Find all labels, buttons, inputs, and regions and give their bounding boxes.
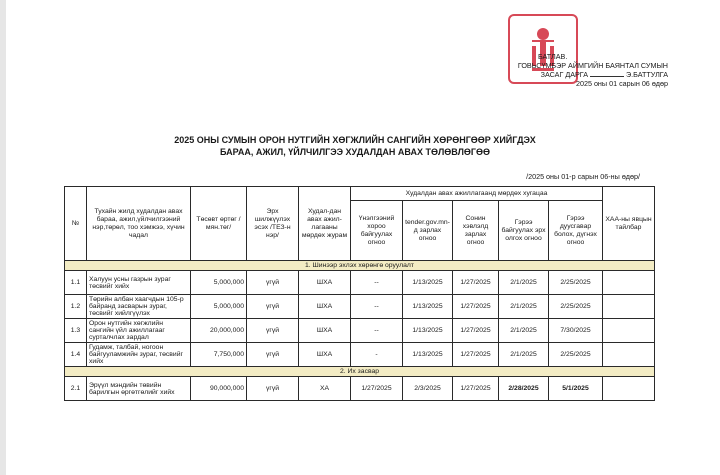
cell-tender-date: 1/13/2025	[403, 319, 453, 343]
header-tender-date: tender.gov.mn-д зарлах огноо	[403, 201, 453, 261]
approval-date-mid: сарын	[619, 79, 640, 88]
table-row	[65, 295, 655, 319]
header-award-date: Гэрээ байгуулах эрх олгох огноо	[499, 201, 549, 261]
cell-contract-end-date: 7/30/2025	[549, 319, 603, 343]
cell-desc: Гудамж, талбай, ногоон байгууламжийн зураг, төсвийг хийх	[87, 343, 191, 367]
procurement-plan-table	[64, 186, 655, 401]
cell-committee-date: --	[351, 295, 403, 319]
cell-award-date: 2/1/2025	[499, 343, 549, 367]
header-desc: Тухайн жилд худалдан авах бараа, ажил,үйлчилгээний нэр,төрөл, тоо хэмжээ, хүчин чадал	[87, 187, 191, 261]
approval-date-day: 06	[641, 79, 650, 88]
document-title	[120, 134, 590, 158]
approval-signer-name: Э.БАТТУЛГА	[626, 70, 668, 79]
header-notes: ХАА-ны явцын тайлбар	[603, 187, 655, 261]
cell-committee-date: --	[351, 271, 403, 295]
cell-rights: үгүй	[247, 319, 299, 343]
cell-rights: үгүй	[247, 271, 299, 295]
cell-committee-date: --	[351, 319, 403, 343]
approval-date-prefix: 2025 оны	[575, 79, 608, 88]
section-title: 1. Шинээр эхлэх хөрөнгө оруулалт	[65, 261, 655, 271]
cell-method: ШХА	[299, 271, 351, 295]
table-row	[65, 271, 655, 295]
approval-position: ЗАСАГ ДАРГА	[540, 70, 589, 79]
section-row	[65, 261, 655, 271]
table-row	[65, 343, 655, 367]
cell-contract-end-date: 5/1/2025	[549, 377, 603, 401]
cell-award-date: 2/28/2025	[499, 377, 549, 401]
section-title: 2. Их засвар	[65, 367, 655, 377]
cell-cost: 90,000,000	[191, 377, 247, 401]
cell-newspaper-date: 1/27/2025	[453, 377, 499, 401]
scan-binding-edge	[0, 0, 6, 475]
header-contract-end-date: Гэрээ дуусгавар болох, дүгнэх огноо	[549, 201, 603, 261]
cell-tender-date: 1/13/2025	[403, 271, 453, 295]
cell-newspaper-date: 1/27/2025	[453, 271, 499, 295]
cell-method: ХА	[299, 377, 351, 401]
cell-newspaper-date: 1/27/2025	[453, 343, 499, 367]
cell-cost: 20,000,000	[191, 319, 247, 343]
header-rights: Эрх шилжүүлэх эсэх /ТЕЗ-н нэр/	[247, 187, 299, 261]
header-timeline-group: Худалдан авах ажиллагаанд мөрдөх хугацаа	[351, 187, 603, 201]
cell-num: 1.2	[65, 295, 87, 319]
cell-method: ШХА	[299, 343, 351, 367]
approval-title: БАТЛАВ.	[538, 52, 568, 61]
cell-newspaper-date: 1/27/2025	[453, 295, 499, 319]
cell-method: ШХА	[299, 319, 351, 343]
document-date: /2025 оны 01-р сарын 06-ны өдөр/	[526, 172, 640, 181]
document-title-line1: 2025 ОНЫ СУМЫН ОРОН НУТГИЙН ХӨГЖЛИЙН САНГИЙН ХӨРӨНГӨӨР ХИЙГДЭХ	[174, 135, 536, 145]
header-cost: Төсөвт өртөг /мян.төг/	[191, 187, 247, 261]
table-row	[65, 319, 655, 343]
cell-tender-date: 2/3/2025	[403, 377, 453, 401]
cell-notes	[603, 343, 655, 367]
cell-desc: Халуун усны газрын зураг төсвийг хийх	[87, 271, 191, 295]
header-newspaper-date: Сонин хэвлэлд зарлах огноо	[453, 201, 499, 261]
cell-num: 1.3	[65, 319, 87, 343]
cell-committee-date: -	[351, 343, 403, 367]
cell-num: 2.1	[65, 377, 87, 401]
cell-cost: 7,750,000	[191, 343, 247, 367]
cell-desc: Төрийн албан хаагчдын 105-р байранд засварын зураг, төсвийг хийлгүүлэх	[87, 295, 191, 319]
approval-signer-line	[488, 70, 668, 79]
cell-rights: үгүй	[247, 377, 299, 401]
cell-award-date: 2/1/2025	[499, 271, 549, 295]
cell-notes	[603, 377, 655, 401]
header-committee-date: Үнэлгээний хороо байгуулах огноо	[351, 201, 403, 261]
cell-rights: үгүй	[247, 343, 299, 367]
cell-cost: 5,000,000	[191, 295, 247, 319]
cell-newspaper-date: 1/27/2025	[453, 319, 499, 343]
cell-method: ШХА	[299, 295, 351, 319]
cell-tender-date: 1/13/2025	[403, 295, 453, 319]
approval-date-month: 01	[609, 79, 618, 88]
approval-org-line: ГОВЬСҮМБЭР АЙМГИЙН БАЯНТАЛ СУМЫН	[517, 61, 668, 70]
section-row	[65, 367, 655, 377]
header-num: №	[65, 187, 87, 261]
cell-num: 1.4	[65, 343, 87, 367]
cell-cost: 5,000,000	[191, 271, 247, 295]
header-method: Худал-дан авах ажил-лагааны мөрдөх журам	[299, 187, 351, 261]
table-row	[65, 377, 655, 401]
cell-contract-end-date: 2/25/2025	[549, 343, 603, 367]
cell-committee-date: 1/27/2025	[351, 377, 403, 401]
approval-date-suffix: өдөр	[651, 79, 668, 88]
cell-tender-date: 1/13/2025	[403, 343, 453, 367]
cell-contract-end-date: 2/25/2025	[549, 271, 603, 295]
approval-block	[488, 52, 668, 88]
cell-rights: үгүй	[247, 295, 299, 319]
cell-desc: Орон нутгийн хөгжлийн сангийн үйл ажиллагааг сурталчлах зардал	[87, 319, 191, 343]
cell-num: 1.1	[65, 271, 87, 295]
cell-notes	[603, 319, 655, 343]
document-title-line2: БАРАА, АЖИЛ, ҮЙЛЧИЛГЭЭ ХУДАЛДАН АВАХ ТӨЛӨВЛӨГӨӨ	[219, 147, 490, 157]
signature	[590, 76, 624, 77]
cell-notes	[603, 271, 655, 295]
cell-desc: Эрүүл мэндийн төвийн барилгын өргөтгөлийг хийх	[87, 377, 191, 401]
cell-award-date: 2/1/2025	[499, 295, 549, 319]
cell-notes	[603, 295, 655, 319]
approval-date-line	[488, 79, 668, 88]
cell-contract-end-date: 2/25/2025	[549, 295, 603, 319]
cell-award-date: 2/1/2025	[499, 319, 549, 343]
